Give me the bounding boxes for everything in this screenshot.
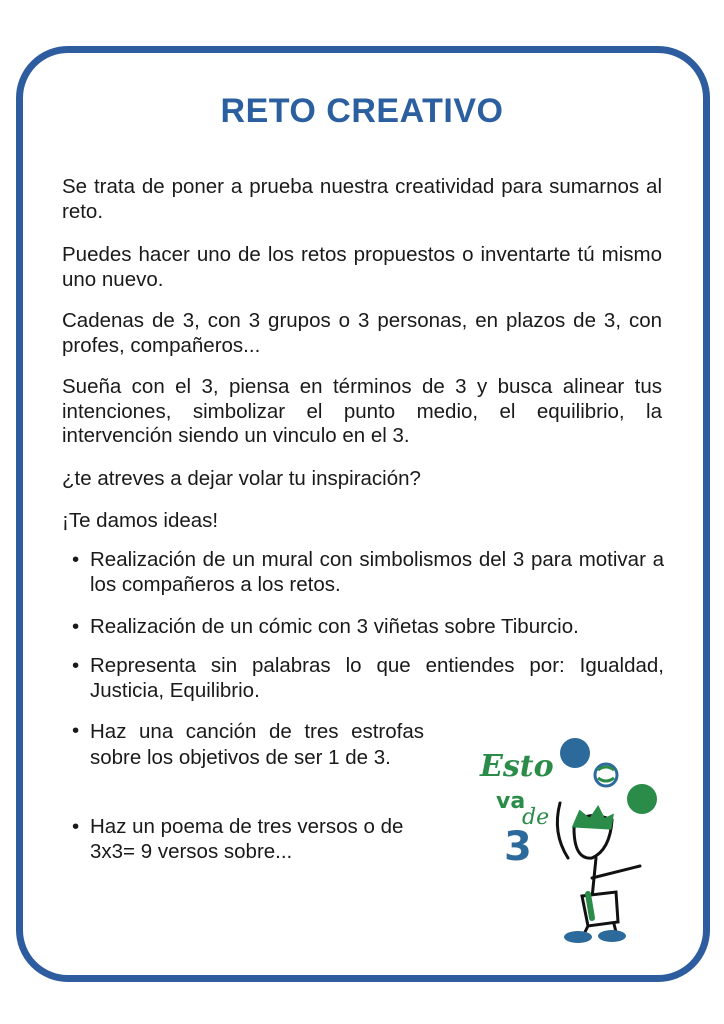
- paragraph-options: Puedes hacer uno de los retos propuestos o inventarte tú mismo uno nuevo.: [62, 243, 662, 291]
- green-ball-icon: [627, 784, 657, 814]
- page-title: RETO CREATIVO: [220, 92, 504, 130]
- bullet-icon: •: [72, 654, 80, 677]
- paragraph-intro: Se trata de poner a prueba nuestra creatividad para sumarnos al reto.: [62, 175, 662, 223]
- bullet-icon: •: [72, 719, 80, 742]
- bullet-icon: •: [72, 548, 80, 571]
- blue-ball-icon: [560, 738, 590, 768]
- logo-text-de: de: [522, 805, 550, 830]
- paragraph-ideas: ¡Te damos ideas!: [62, 509, 219, 532]
- paragraph-question: ¿te atreves a dejar volar tu inspiración?: [62, 467, 421, 490]
- logo-text-va: va: [496, 789, 526, 814]
- logo-text-esto: Esto: [480, 749, 554, 784]
- bullet-icon: •: [72, 615, 80, 638]
- juggling-boy-illustration: [557, 803, 640, 934]
- paragraph-chains: Cadenas de 3, con 3 grupos o 3 personas, en plazos de 3, con profes, compañeros...: [62, 309, 662, 357]
- esto-va-de-3-logo: [470, 728, 670, 943]
- bullet-icon: •: [72, 815, 80, 838]
- logo-text-3: 3: [504, 824, 532, 870]
- paragraph-dream: Sueña con el 3, piensa en términos de 3 y busca alinear tus intenciones, simbolizar el punto medio, el equilibrio, la intervención siendo un vinculo en el 3.: [62, 375, 662, 447]
